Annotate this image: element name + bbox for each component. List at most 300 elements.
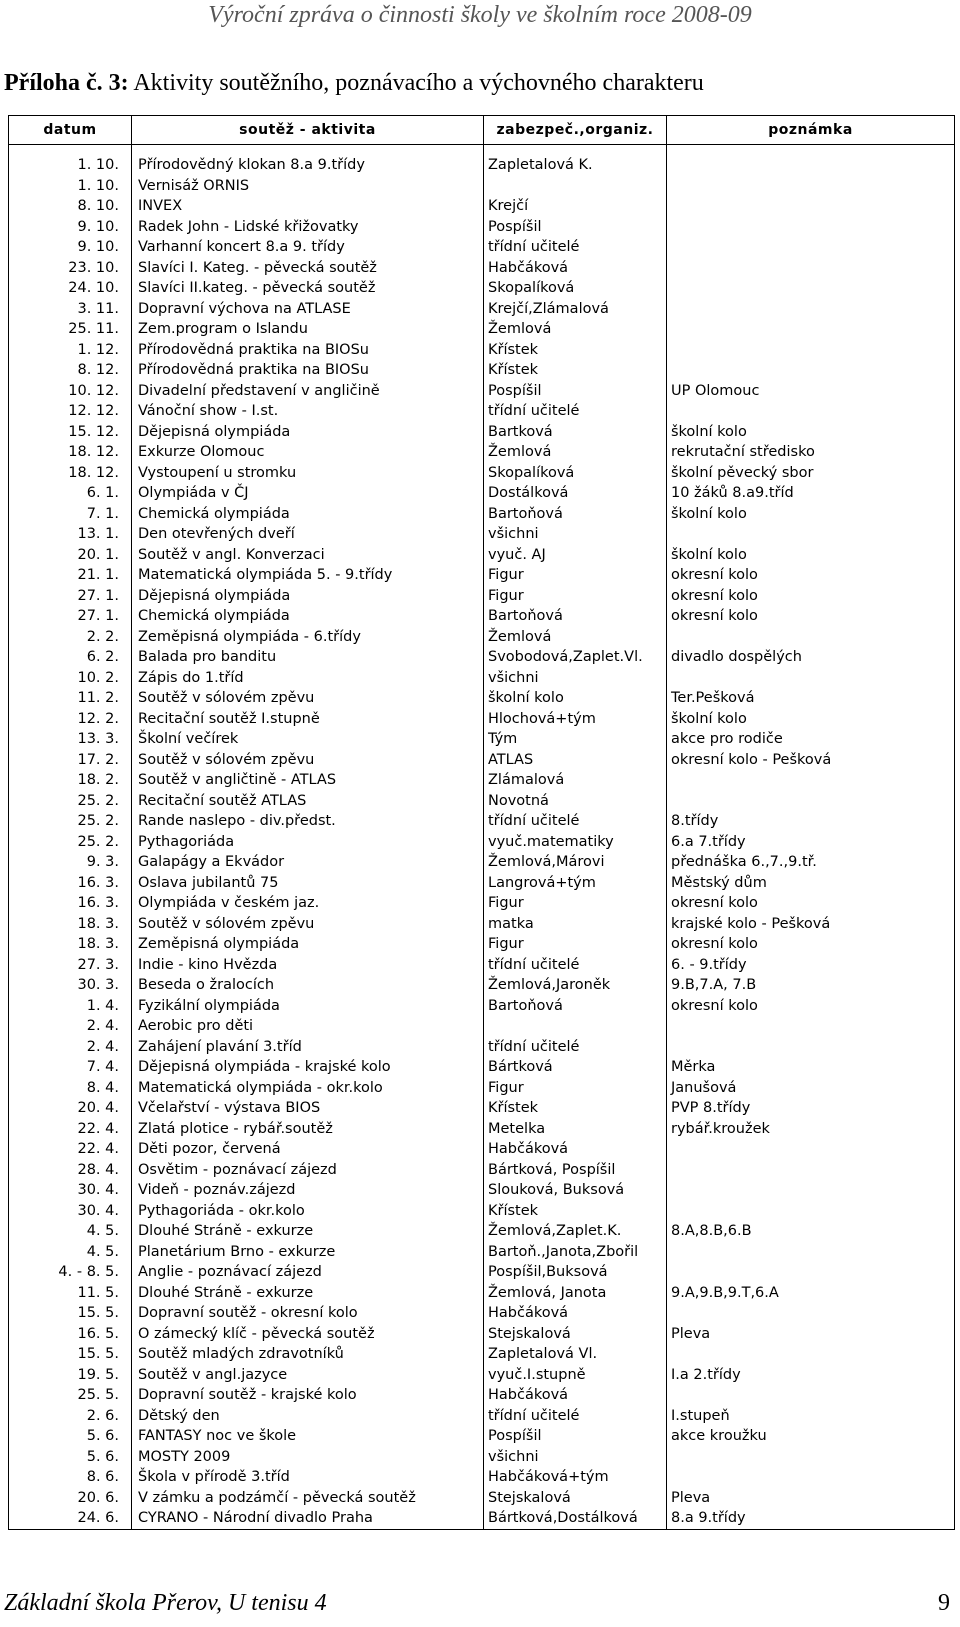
cell-note	[667, 401, 955, 422]
cell-note: Městský dům	[667, 873, 955, 894]
cell-note: školní kolo	[667, 422, 955, 443]
cell-activity: Varhanní koncert 8.a 9. třídy	[132, 237, 484, 258]
table-row	[9, 770, 955, 791]
cell-organizer: Křístek	[484, 1098, 667, 1119]
cell-organizer: Žemlová	[484, 627, 667, 648]
table-row	[9, 668, 955, 689]
cell-activity: Dějepisná olympiáda	[132, 422, 484, 443]
cell-organizer: Skopalíková	[484, 278, 667, 299]
cell-date: 23. 10.	[9, 258, 132, 279]
cell-note	[667, 360, 955, 381]
cell-activity: MOSTY 2009	[132, 1447, 484, 1468]
cell-organizer: Krejčí	[484, 196, 667, 217]
table-row	[9, 1016, 955, 1037]
cell-organizer: třídní učitelé	[484, 1406, 667, 1427]
cell-activity: Přírodovědná praktika na BIOSu	[132, 360, 484, 381]
cell-activity: Vánoční show - I.st.	[132, 401, 484, 422]
cell-organizer: Žemlová, Janota	[484, 1283, 667, 1304]
cell-date: 20. 1.	[9, 545, 132, 566]
cell-date: 15. 5.	[9, 1303, 132, 1324]
cell-activity: INVEX	[132, 196, 484, 217]
cell-activity: Vernisáž ORNIS	[132, 176, 484, 197]
column-header-activity: soutěž - aktivita	[132, 116, 484, 145]
cell-date: 18. 12.	[9, 463, 132, 484]
cell-activity: CYRANO - Národní divadlo Praha	[132, 1508, 484, 1529]
cell-organizer: vyuč.matematiky	[484, 832, 667, 853]
cell-organizer: Bartoňová	[484, 996, 667, 1017]
cell-note	[667, 155, 955, 176]
cell-note: okresní kolo	[667, 934, 955, 955]
column-header-date: datum	[9, 116, 132, 145]
cell-activity: Soutěž mladých zdravotníků	[132, 1344, 484, 1365]
cell-note	[667, 1262, 955, 1283]
cell-note	[667, 524, 955, 545]
cell-date: 10. 12.	[9, 381, 132, 402]
cell-activity: Soutěž v sólovém zpěvu	[132, 688, 484, 709]
table-row	[9, 319, 955, 340]
cell-organizer: třídní učitelé	[484, 1037, 667, 1058]
cell-organizer: Svobodová,Zaplet.Vl.	[484, 647, 667, 668]
cell-organizer	[484, 176, 667, 197]
cell-date: 8. 4.	[9, 1078, 132, 1099]
cell-date: 15. 5.	[9, 1344, 132, 1365]
cell-activity: Matematická olympiáda 5. - 9.třídy	[132, 565, 484, 586]
cell-date: 27. 1.	[9, 586, 132, 607]
cell-activity: Balada pro banditu	[132, 647, 484, 668]
cell-note: školní kolo	[667, 504, 955, 525]
table-row	[9, 1406, 955, 1427]
table-row	[9, 545, 955, 566]
cell-date: 5. 6.	[9, 1447, 132, 1468]
cell-organizer: Habčáková+tým	[484, 1467, 667, 1488]
table-row	[9, 791, 955, 812]
cell-organizer: všichni	[484, 1447, 667, 1468]
cell-organizer: Metelka	[484, 1119, 667, 1140]
cell-note	[667, 176, 955, 197]
table-row	[9, 873, 955, 894]
cell-date: 1. 10.	[9, 155, 132, 176]
cell-note	[667, 627, 955, 648]
cell-date: 10. 2.	[9, 668, 132, 689]
cell-organizer: Slouková, Buksová	[484, 1180, 667, 1201]
footer-page-number: 9	[938, 1590, 950, 1616]
appendix-heading: Aktivity soutěžního, poznávacího a výchovného charakteru	[128, 70, 704, 96]
cell-date: 18. 2.	[9, 770, 132, 791]
table-row	[9, 1344, 955, 1365]
cell-activity: Oslava jubilantů 75	[132, 873, 484, 894]
cell-note: rekrutační středisko	[667, 442, 955, 463]
cell-note	[667, 196, 955, 217]
table-row	[9, 1221, 955, 1242]
cell-note: Janušová	[667, 1078, 955, 1099]
cell-activity: O zámecký klíč - pěvecká soutěž	[132, 1324, 484, 1345]
cell-note: Ter.Pešková	[667, 688, 955, 709]
table-row	[9, 975, 955, 996]
cell-note: okresní kolo	[667, 565, 955, 586]
cell-organizer: Zapletalová K.	[484, 155, 667, 176]
cell-note: okresní kolo	[667, 996, 955, 1017]
cell-date: 27. 1.	[9, 606, 132, 627]
cell-activity: Zápis do 1.tříd	[132, 668, 484, 689]
cell-note: rybář.kroužek	[667, 1119, 955, 1140]
cell-activity: Slavíci I. Kateg. - pěvecká soutěž	[132, 258, 484, 279]
cell-date: 21. 1.	[9, 565, 132, 586]
cell-activity: Den otevřených dveří	[132, 524, 484, 545]
table-row	[9, 381, 955, 402]
cell-note	[667, 237, 955, 258]
cell-activity: FANTASY noc ve škole	[132, 1426, 484, 1447]
cell-organizer: Zlámalová	[484, 770, 667, 791]
cell-activity: Včelařství - výstava BIOS	[132, 1098, 484, 1119]
cell-note	[667, 1160, 955, 1181]
cell-activity: Děti pozor, červená	[132, 1139, 484, 1160]
cell-date: 18. 3.	[9, 914, 132, 935]
cell-date: 8. 12.	[9, 360, 132, 381]
cell-organizer: Křístek	[484, 340, 667, 361]
cell-date: 25. 5.	[9, 1385, 132, 1406]
table-row	[9, 1262, 955, 1283]
cell-date: 27. 3.	[9, 955, 132, 976]
cell-date: 20. 6.	[9, 1488, 132, 1509]
cell-activity: Dějepisná olympiáda	[132, 586, 484, 607]
cell-activity: Zeměpisná olympiáda - 6.třídy	[132, 627, 484, 648]
table-row	[9, 832, 955, 853]
cell-organizer: Figur	[484, 586, 667, 607]
appendix-label: Příloha č. 3:	[4, 70, 129, 96]
cell-organizer: Figur	[484, 1078, 667, 1099]
cell-note: I.stupeň	[667, 1406, 955, 1427]
cell-organizer: Žemlová,Márovi	[484, 852, 667, 873]
cell-note	[667, 1201, 955, 1222]
cell-activity: Přírodovědná praktika na BIOSu	[132, 340, 484, 361]
cell-organizer: Hlochová+tým	[484, 709, 667, 730]
cell-organizer: Bartoňová	[484, 504, 667, 525]
cell-date: 2. 4.	[9, 1037, 132, 1058]
table-row	[9, 934, 955, 955]
cell-note	[667, 1180, 955, 1201]
cell-note	[667, 1303, 955, 1324]
cell-activity: Chemická olympiáda	[132, 504, 484, 525]
table-row	[9, 360, 955, 381]
table-row	[9, 1508, 955, 1529]
table-row	[9, 750, 955, 771]
table-row	[9, 1078, 955, 1099]
cell-organizer: třídní učitelé	[484, 811, 667, 832]
cell-organizer: Žemlová,Zaplet.K.	[484, 1221, 667, 1242]
cell-note	[667, 1344, 955, 1365]
table-row	[9, 483, 955, 504]
cell-date: 5. 6.	[9, 1426, 132, 1447]
cell-activity: V zámku a podzámčí - pěvecká soutěž	[132, 1488, 484, 1509]
cell-organizer: Tým	[484, 729, 667, 750]
table-row	[9, 196, 955, 217]
cell-organizer	[484, 1016, 667, 1037]
cell-date: 16. 3.	[9, 873, 132, 894]
table-row	[9, 1098, 955, 1119]
cell-note: akce kroužku	[667, 1426, 955, 1447]
cell-note	[667, 1467, 955, 1488]
cell-note	[667, 1447, 955, 1468]
table-row	[9, 688, 955, 709]
cell-organizer: třídní učitelé	[484, 955, 667, 976]
table-row	[9, 1283, 955, 1304]
cell-note: školní kolo	[667, 545, 955, 566]
cell-note: okresní kolo	[667, 586, 955, 607]
cell-date: 2. 6.	[9, 1406, 132, 1427]
cell-activity: Pythagoriáda	[132, 832, 484, 853]
cell-note	[667, 340, 955, 361]
cell-activity: Vystoupení u stromku	[132, 463, 484, 484]
cell-note: přednáška 6.,7.,9.tř.	[667, 852, 955, 873]
table-row	[9, 1385, 955, 1406]
table-header-row	[9, 116, 955, 145]
cell-activity: Soutěž v angličtině - ATLAS	[132, 770, 484, 791]
cell-note: okresní kolo	[667, 893, 955, 914]
cell-activity: Dopravní výchova na ATLASE	[132, 299, 484, 320]
table-row	[9, 278, 955, 299]
cell-organizer: třídní učitelé	[484, 237, 667, 258]
cell-organizer: Bartková	[484, 422, 667, 443]
cell-organizer: vyuč. AJ	[484, 545, 667, 566]
cell-date: 22. 4.	[9, 1139, 132, 1160]
table-spacer-row	[9, 145, 955, 156]
cell-organizer: školní kolo	[484, 688, 667, 709]
cell-organizer: Pospíšil	[484, 381, 667, 402]
table-row	[9, 565, 955, 586]
footer-school-name: Základní škola Přerov, U tenisu 4	[4, 1590, 327, 1616]
cell-organizer: Skopalíková	[484, 463, 667, 484]
cell-organizer: Novotná	[484, 791, 667, 812]
cell-organizer: Bártková,Dostálková	[484, 1508, 667, 1529]
cell-note: školní kolo	[667, 709, 955, 730]
cell-date: 25. 2.	[9, 811, 132, 832]
cell-date: 2. 2.	[9, 627, 132, 648]
cell-note: okresní kolo	[667, 606, 955, 627]
cell-activity: Exkurze Olomouc	[132, 442, 484, 463]
cell-activity: Soutěž v angl. Konverzaci	[132, 545, 484, 566]
cell-organizer: třídní učitelé	[484, 401, 667, 422]
cell-activity: Recitační soutěž ATLAS	[132, 791, 484, 812]
cell-date: 11. 5.	[9, 1283, 132, 1304]
cell-activity: Aerobic pro děti	[132, 1016, 484, 1037]
cell-note	[667, 278, 955, 299]
table-row	[9, 955, 955, 976]
cell-date: 18. 12.	[9, 442, 132, 463]
cell-activity: Zlatá plotice - rybář.soutěž	[132, 1119, 484, 1140]
cell-organizer: Habčáková	[484, 1303, 667, 1324]
cell-date: 24. 6.	[9, 1508, 132, 1529]
cell-activity: Indie - kino Hvězda	[132, 955, 484, 976]
table-row	[9, 811, 955, 832]
cell-organizer: Dostálková	[484, 483, 667, 504]
table-row	[9, 1057, 955, 1078]
cell-note	[667, 319, 955, 340]
activities-table	[8, 115, 955, 1530]
table-row	[9, 893, 955, 914]
table-row	[9, 524, 955, 545]
cell-note	[667, 668, 955, 689]
cell-date: 4. - 8. 5.	[9, 1262, 132, 1283]
cell-activity: Soutěž v angl.jazyce	[132, 1365, 484, 1386]
cell-date: 20. 4.	[9, 1098, 132, 1119]
table-row	[9, 442, 955, 463]
cell-organizer: Bártková	[484, 1057, 667, 1078]
cell-note	[667, 770, 955, 791]
table-row	[9, 914, 955, 935]
cell-note	[667, 299, 955, 320]
cell-date: 25. 2.	[9, 791, 132, 812]
cell-activity: Zahájení plavání 3.tříd	[132, 1037, 484, 1058]
cell-note: UP Olomouc	[667, 381, 955, 402]
cell-date: 9. 10.	[9, 237, 132, 258]
cell-note	[667, 1385, 955, 1406]
table-row	[9, 647, 955, 668]
cell-organizer: Pospíšil	[484, 217, 667, 238]
column-header-note: poznámka	[667, 116, 955, 145]
appendix-title	[4, 70, 704, 97]
cell-date: 28. 4.	[9, 1160, 132, 1181]
cell-note	[667, 258, 955, 279]
cell-activity: Rande naslepo - div.předst.	[132, 811, 484, 832]
table-row	[9, 258, 955, 279]
cell-note: Měrka	[667, 1057, 955, 1078]
cell-date: 19. 5.	[9, 1365, 132, 1386]
cell-date: 9. 10.	[9, 217, 132, 238]
table-row	[9, 401, 955, 422]
cell-activity: Radek John - Lidské křižovatky	[132, 217, 484, 238]
table-row	[9, 852, 955, 873]
cell-organizer: Žemlová,Jaroněk	[484, 975, 667, 996]
cell-date: 8. 10.	[9, 196, 132, 217]
cell-activity: Anglie - poznávací zájezd	[132, 1262, 484, 1283]
cell-note	[667, 1037, 955, 1058]
table-row	[9, 299, 955, 320]
cell-note	[667, 217, 955, 238]
cell-date: 30. 4.	[9, 1201, 132, 1222]
cell-date: 6. 2.	[9, 647, 132, 668]
cell-activity: Divadelní představení v angličině	[132, 381, 484, 402]
cell-date: 13. 3.	[9, 729, 132, 750]
cell-activity: Dopravní soutěž - okresní kolo	[132, 1303, 484, 1324]
table-row	[9, 709, 955, 730]
table-row	[9, 1447, 955, 1468]
cell-activity: Olympiáda v ČJ	[132, 483, 484, 504]
table-row	[9, 422, 955, 443]
cell-note	[667, 1242, 955, 1263]
table-row	[9, 606, 955, 627]
table-row	[9, 1180, 955, 1201]
cell-date: 12. 2.	[9, 709, 132, 730]
cell-date: 3. 11.	[9, 299, 132, 320]
cell-date: 17. 2.	[9, 750, 132, 771]
cell-organizer: Figur	[484, 934, 667, 955]
cell-organizer: Langrová+tým	[484, 873, 667, 894]
cell-activity: Soutěž v sólovém zpěvu	[132, 750, 484, 771]
table-body	[9, 145, 955, 1530]
table-row	[9, 1303, 955, 1324]
table-row	[9, 463, 955, 484]
cell-date: 1. 4.	[9, 996, 132, 1017]
cell-date: 1. 12.	[9, 340, 132, 361]
cell-organizer: Pospíšil	[484, 1426, 667, 1447]
cell-date: 16. 3.	[9, 893, 132, 914]
cell-note: 8.třídy	[667, 811, 955, 832]
cell-date: 9. 3.	[9, 852, 132, 873]
cell-date: 7. 1.	[9, 504, 132, 525]
cell-organizer: vyuč.I.stupně	[484, 1365, 667, 1386]
table-row	[9, 217, 955, 238]
cell-date: 12. 12.	[9, 401, 132, 422]
column-header-organizer: zabezpeč.,organiz.	[484, 116, 667, 145]
cell-organizer: ATLAS	[484, 750, 667, 771]
cell-organizer: Křístek	[484, 1201, 667, 1222]
cell-date: 18. 3.	[9, 934, 132, 955]
cell-date: 13. 1.	[9, 524, 132, 545]
cell-activity: Slavíci II.kateg. - pěvecká soutěž	[132, 278, 484, 299]
cell-organizer: Bartoňová	[484, 606, 667, 627]
cell-note	[667, 1139, 955, 1160]
cell-date: 6. 1.	[9, 483, 132, 504]
cell-note: školní pěvecký sbor	[667, 463, 955, 484]
table-row	[9, 237, 955, 258]
cell-note: 9.B,7.A, 7.B	[667, 975, 955, 996]
cell-date: 16. 5.	[9, 1324, 132, 1345]
cell-note: 9.A,9.B,9.T,6.A	[667, 1283, 955, 1304]
cell-activity: Dějepisná olympiáda - krajské kolo	[132, 1057, 484, 1078]
cell-date: 15. 12.	[9, 422, 132, 443]
table-row	[9, 1488, 955, 1509]
cell-organizer: Figur	[484, 893, 667, 914]
cell-note: 8.A,8.B,6.B	[667, 1221, 955, 1242]
cell-activity: Olympiáda v českém jaz.	[132, 893, 484, 914]
cell-organizer: matka	[484, 914, 667, 935]
cell-activity: Videň - poznáv.zájezd	[132, 1180, 484, 1201]
cell-organizer: Habčáková	[484, 1385, 667, 1406]
cell-note: Pleva	[667, 1324, 955, 1345]
table-row	[9, 340, 955, 361]
cell-date: 24. 10.	[9, 278, 132, 299]
cell-activity: Beseda o žralocích	[132, 975, 484, 996]
cell-date: 7. 4.	[9, 1057, 132, 1078]
table-row	[9, 1160, 955, 1181]
cell-date: 4. 5.	[9, 1221, 132, 1242]
cell-note: I.a 2.třídy	[667, 1365, 955, 1386]
cell-activity: Pythagoriáda - okr.kolo	[132, 1201, 484, 1222]
cell-organizer: Habčáková	[484, 258, 667, 279]
cell-activity: Dětský den	[132, 1406, 484, 1427]
cell-note: 6.a 7.třídy	[667, 832, 955, 853]
cell-note	[667, 791, 955, 812]
cell-date: 4. 5.	[9, 1242, 132, 1263]
cell-activity: Škola v přírodě 3.tříd	[132, 1467, 484, 1488]
table-row	[9, 1201, 955, 1222]
cell-activity: Zeměpisná olympiáda	[132, 934, 484, 955]
cell-activity: Chemická olympiáda	[132, 606, 484, 627]
table-row	[9, 176, 955, 197]
cell-organizer: všichni	[484, 524, 667, 545]
table-row	[9, 1426, 955, 1447]
cell-activity: Matematická olympiáda - okr.kolo	[132, 1078, 484, 1099]
cell-note: divadlo dospělých	[667, 647, 955, 668]
cell-activity: Zem.program o Islandu	[132, 319, 484, 340]
table-row	[9, 1365, 955, 1386]
cell-activity: Dlouhé Stráně - exkurze	[132, 1221, 484, 1242]
table-row	[9, 1037, 955, 1058]
cell-note	[667, 1016, 955, 1037]
cell-note: PVP 8.třídy	[667, 1098, 955, 1119]
cell-organizer: Stejskalová	[484, 1488, 667, 1509]
table-row	[9, 1324, 955, 1345]
